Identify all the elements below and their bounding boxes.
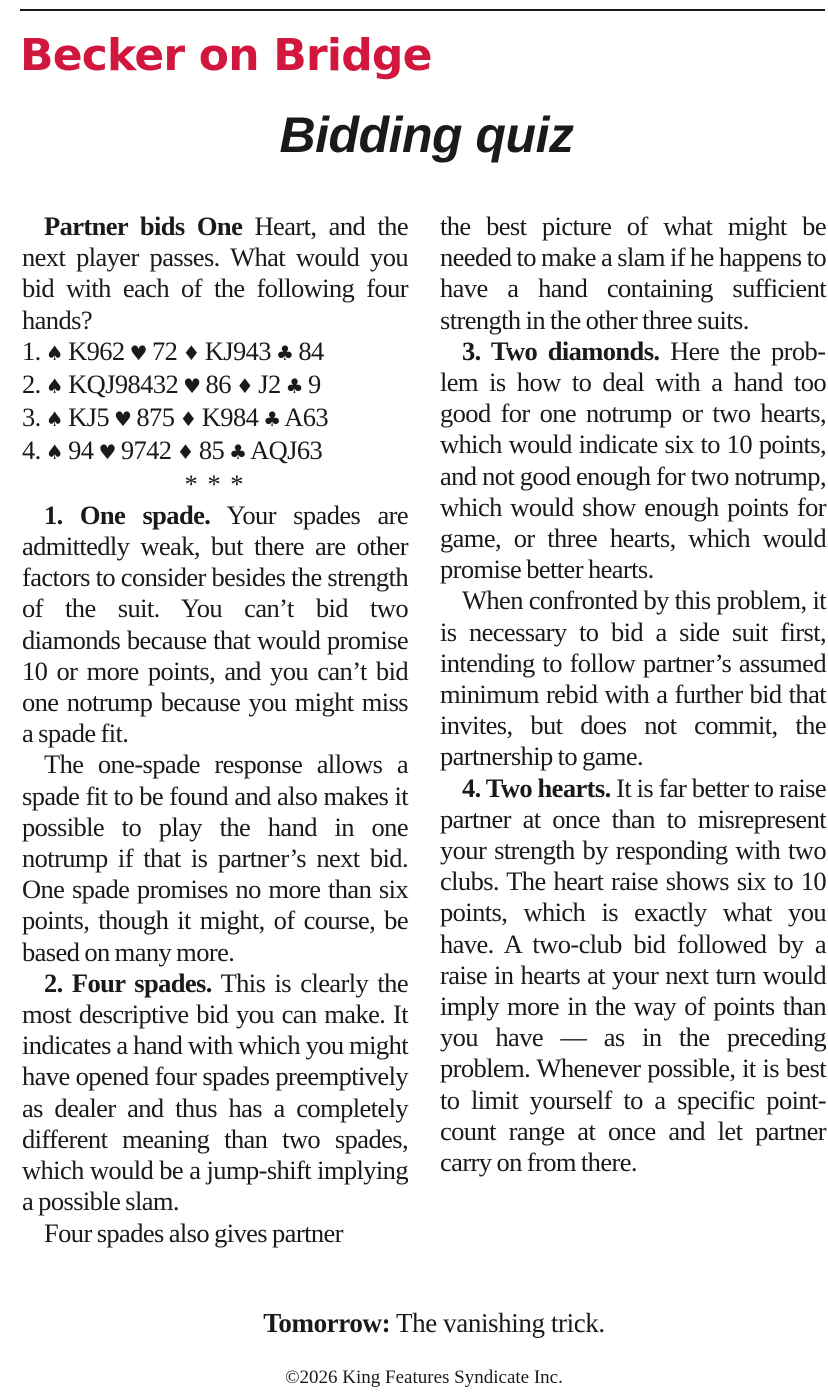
hand-3: 3. ♠ KJ5 ♥ 875 ♦ K984 ♣ A63 (22, 402, 329, 433)
left-column (22, 211, 408, 1249)
section-separator: * * * (184, 468, 246, 499)
answer-2-paragraph-2: Four spades also gives partner (44, 1217, 343, 1248)
answer-3-paragraph: 3. Two diamonds. Here the problem is how to deal with a hand too good for one notrump or two hearts, which would indicate six to 10 points, and not good enough for two notrump, which would show enough points for game, or three hearts, which would promise better hearts. (440, 335, 827, 585)
club-icon: ♣ (285, 374, 304, 399)
tomorrow-text: The vanishing trick. (390, 1308, 605, 1338)
spade-icon: ♠ (45, 374, 64, 399)
answer-2-paragraph-2-continued: the best picture of what might be needed to make a slam if he happens to have a hand containing sufficient strength in the other three suits. (440, 211, 826, 335)
spade-icon: ♠ (45, 340, 64, 365)
intro-paragraph (22, 211, 408, 336)
copyright-notice: ©2026 King Features Syndicate Inc. (285, 1367, 563, 1388)
heart-icon: ♥ (129, 340, 147, 365)
diamond-icon: ♦ (176, 440, 194, 465)
hand-1: 1. ♠ K962 ♥ 72 ♦ KJ943 ♣ 84 (22, 335, 324, 366)
heart-icon: ♥ (183, 374, 201, 399)
answer-3-paragraph-2: When confronted by this problem, it is necessary to bid a side suit first, intending to follow partner’s assumed minimum rebid with a further bid that invites, but does not commit, the partnership to game. (440, 585, 826, 772)
diamond-icon: ♦ (179, 407, 197, 432)
club-icon: ♣ (263, 407, 281, 432)
heart-icon: ♥ (98, 440, 116, 465)
club-icon: ♣ (229, 440, 247, 465)
tomorrow-teaser (0, 1307, 828, 1339)
column-brand-title: Becker on Bridge (20, 30, 432, 81)
right-column (440, 211, 826, 1178)
diamond-icon: ♦ (235, 374, 254, 399)
diamond-icon: ♦ (182, 340, 200, 365)
intro-text: Heart, and the next player passes. What would you bid with each of the following four hands? (22, 211, 408, 335)
hand-2: 2. ♠ KQJ98432 ♥ 86 ♦ J2 ♣ 9 (22, 369, 321, 400)
article-title: Bidding quiz (279, 107, 574, 163)
heart-icon: ♥ (114, 407, 132, 432)
answer-1-heading: 1. One spade. (44, 499, 211, 530)
club-icon: ♣ (275, 340, 294, 365)
spade-icon: ♠ (45, 407, 64, 432)
answer-1-paragraph-2: The one-spade response allows a spade fit to be found and also makes it possible to play the hand in one notrump if that is partner’s next bid. One spade promises no more than six points, though it might, of course, be based on many more. (22, 749, 408, 967)
answer-4-heading: 4. Two hearts. (462, 772, 611, 803)
spade-icon: ♠ (45, 440, 64, 465)
tomorrow-label: Tomorrow: (263, 1308, 391, 1338)
answer-2-paragraph: 2. Four spades. This is clearly the most descriptive bid you can make. It indicates a hand with which you might have opened four spades preemptively as dealer and thus has a completely different meaning than two spades, which would be a jump-shift implying a possible slam. (22, 967, 408, 1217)
answer-1-paragraph: 1. One spade. Your spades are admittedly weak, but there are other factors to consider besides the strength of the suit. You can’t bid two diamonds because that would promise 10 or more points, and you can’t bid one notrump because you might miss a spade fit. (22, 499, 408, 749)
intro-lead: Partner bids One (44, 211, 243, 241)
answer-3-heading: 3. Two diamonds. (462, 335, 660, 366)
top-rule (20, 9, 825, 11)
hand-4: 4. ♠ 94 ♥ 9742 ♦ 85 ♣ AQJ63 (22, 435, 323, 466)
answer-4-paragraph: 4. Two hearts. It is far better to raise partner at once than to misrepresent your strength by responding with two clubs. The heart raise shows six to 10 points, which is exactly what you have. A two-club bid followed by a raise in hearts at your next turn would imply more in the way of points than you have — as in the preceding problem. Whenever possible, it is best to limit yourself to a specific point-count range at once and let partner carry on from there. (440, 772, 826, 1178)
answer-2-heading: 2. Four spades. (44, 967, 212, 998)
